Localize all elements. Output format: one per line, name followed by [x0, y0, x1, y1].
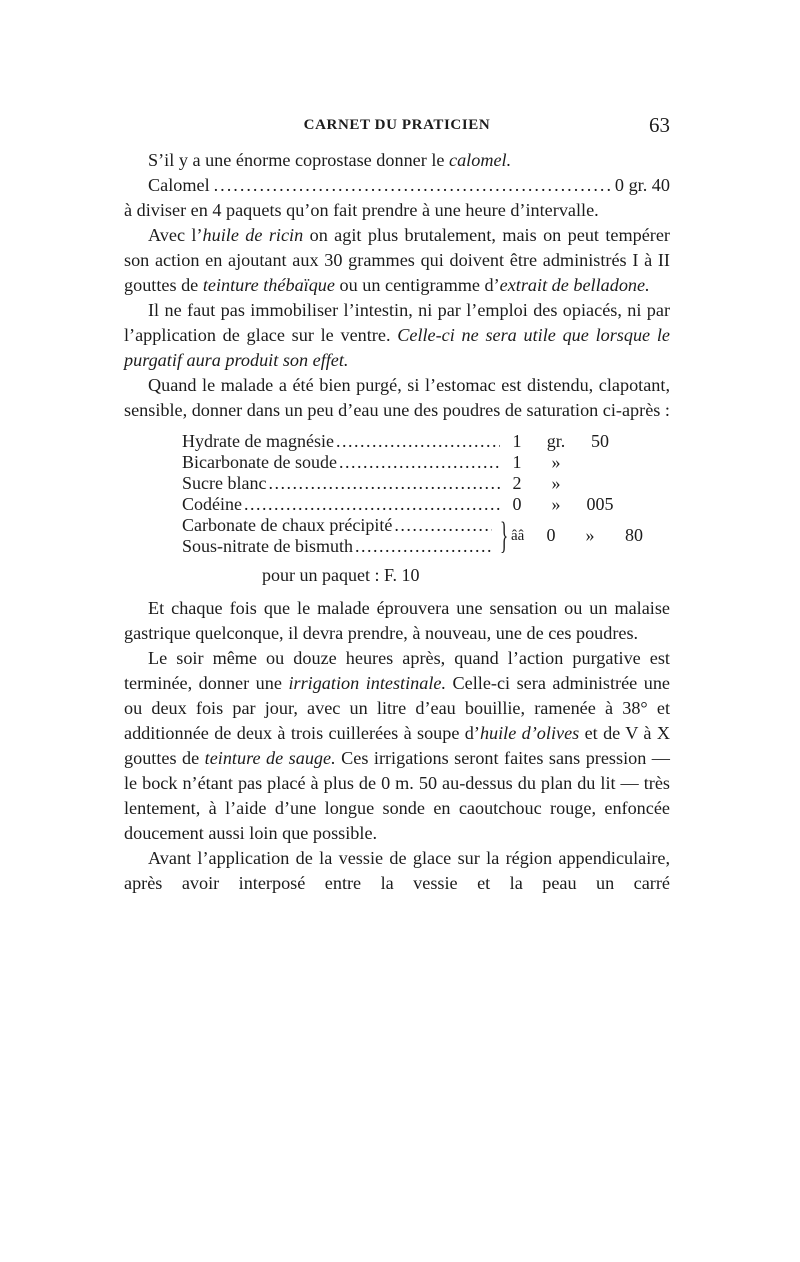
page-body — [124, 148, 670, 896]
formula-row: Sous-nitrate de bismuth ..... — [182, 536, 622, 557]
calomel-dose-line: Calomel ..... 0 gr. 40 — [124, 173, 670, 198]
prescription-formula — [182, 431, 643, 586]
page-number: 63 — [649, 113, 670, 137]
header-title: CARNET DU PRATICIEN — [303, 117, 491, 133]
formula-row: Carbonate de chaux précipité ..... — [182, 515, 622, 536]
formula-row: Codéine ..... 0 » 005 — [182, 494, 622, 515]
per-packet-note: pour un paquet : F. 10 — [262, 565, 420, 585]
paragraph-dosing: à diviser en 4 paquets qu’on fait prendre à une heure d’intervalle. — [124, 200, 599, 220]
leader-dots — [214, 173, 611, 198]
paragraph-intestin: Il ne faut pas immobiliser l’intestin, ni par l’emploi des opiacés, ni par l’application de glace sur le ventre. Celle-ci ne sera utile que lorsque le purgatif aura produit son effet. — [124, 300, 670, 370]
paragraph-ricin: Avec l’huile de ricin on agit plus brutalement, mais on peut tempérer son action en ajoutant aux 30 grammes qui doivent être administrés I à II gouttes de teinture thébaïque ou un centigramme d’extrait de belladone. — [124, 225, 670, 295]
calomel-term: calomel. — [449, 150, 512, 170]
ana-partes-mark: ââ — [511, 528, 525, 544]
running-header — [124, 113, 670, 137]
paragraph-coprostase: S’il y a une énorme coprostase donner le calomel. — [148, 150, 512, 170]
formula-row: Hydrate de magnésie ..... 1 gr. 50 — [182, 431, 622, 452]
formula-row: Bicarbonate de soude ..... 1 » — [182, 452, 622, 473]
paragraph-irrigation: Le soir même ou douze heures après, quand l’action purgative est terminée, donner une irrigation intestinale. Celle-ci sera administrée une ou deux fois par jour, avec un litre d’eau bouillie, ramenée à 38° et additionnée de deux à trois cuillerées à soupe d’huile d’olives et de V à X gouttes de teinture de sauge. Ces irrigations seront faites sans pression — le bock n’étant pas placé à plus de 0 m. 50 au-dessus du plan du lit — très lentement, à l’aide d’une longue sonde en caoutchouc rouge, enfoncée doucement aussi loin que possible. — [124, 648, 671, 843]
curly-brace: } — [500, 515, 509, 557]
paragraph-poudres: Et chaque fois que le malade éprouvera une sensation ou un malaise gastrique quelconque, il devra prendre, à nouveau, une de ces poudres. — [124, 598, 670, 643]
formula-brace-group: Carbonate de chaux précipité ..... Sous-nitrate de bismuth ..... } ââ 0 » 80 — [182, 515, 622, 557]
paragraph-purge: Quand le malade a été bien purgé, si l’estomac est distendu, clapotant, sensible, donner dans un peu d’eau une des poudres de saturation ci-après : — [124, 375, 670, 420]
formula-row: Sucre blanc ..... 2 » — [182, 473, 622, 494]
paragraph-vessie: Avant l’application de la vessie de glace sur la région appendiculaire, après avoir interposé entre la vessie et la peau un carré — [124, 848, 670, 893]
